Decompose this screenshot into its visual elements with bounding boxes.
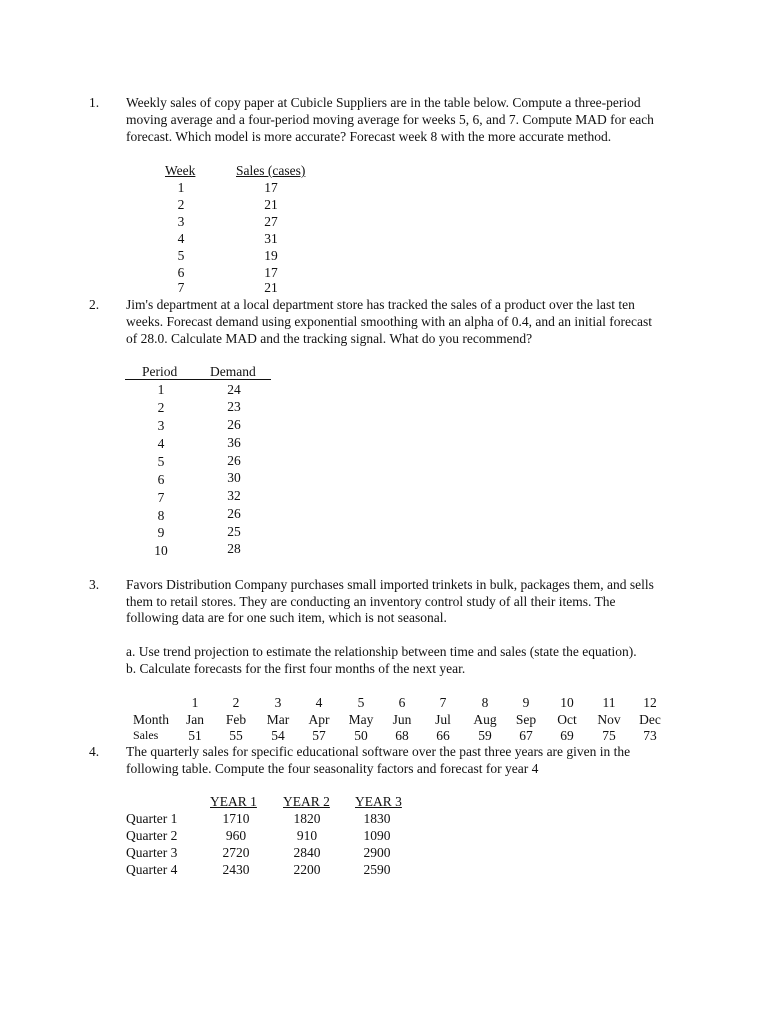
q1-sales-cell: 17 [264,265,278,280]
q3-part-a: a. Use trend projection to estimate the relationship between time and sales (state the equation). [126,644,637,659]
q4-header-year-3: YEAR 3 [355,794,402,809]
q2-period-cell: 8 [157,508,165,523]
q2-demand-cell: 24 [227,382,241,397]
q2-period-cell: 6 [157,472,165,487]
q2-period-cell: 1 [157,382,165,397]
q2-demand-cell: 26 [227,506,241,521]
q1-sales-cell: 27 [264,214,278,229]
q3-number-cell: 10 [560,695,574,710]
q4-text-line-2: following table. Compute the four seasonality factors and forecast for year 4 [126,761,539,776]
q1-sales-cell: 21 [264,280,278,295]
q3-month-cell: Nov [597,712,621,727]
q3-sales-cell: 73 [643,728,657,743]
q2-period-cell: 4 [157,436,165,451]
q2-period-cell: 7 [157,490,165,505]
q4-row-label: Quarter 3 [126,845,178,860]
q2-period-cell: 9 [157,525,165,540]
q3-sales-cell: 66 [436,728,450,743]
q1-text-line-3: forecast. Which model is more accurate? Forecast week 8 with the more accurate method. [126,129,612,144]
q3-month-cell: Jan [186,712,204,727]
q3-text-line-2: them to retail stores. They are conducting an inventory control study of all their items. The [126,594,616,609]
q1-header-sales: Sales (cases) [236,163,306,178]
q2-header-demand: Demand [210,364,256,379]
q3-month-cell: Sep [515,712,537,727]
q3-sales-cell: 51 [188,728,202,743]
q4-cell: 2900 [363,845,391,860]
q4-header-year-1: YEAR 1 [210,794,257,809]
q3-sales-cell: 50 [354,728,368,743]
q3-month-cell: Dec [639,712,661,727]
q4-cell: 1090 [363,828,391,843]
q3-number-cell: 3 [274,695,282,710]
q4-row-label: Quarter 4 [126,862,178,877]
q3-sales-cell: 55 [229,728,243,743]
q1-week-cell: 6 [177,265,185,280]
q2-header-rule [125,379,271,380]
q2-header-period: Period [142,364,178,379]
q4-cell: 2840 [293,845,321,860]
q2-demand-cell: 26 [227,453,241,468]
q3-month-cell: Feb [225,712,247,727]
q4-cell: 960 [225,828,247,843]
q2-demand-cell: 23 [227,399,241,414]
q3-number-cell: 6 [398,695,406,710]
q1-sales-cell: 21 [264,197,278,212]
q2-period-cell: 10 [154,543,168,558]
q3-sales-cell: 75 [602,728,616,743]
q3-number-cell: 7 [439,695,447,710]
q3-sales-cell: 68 [395,728,409,743]
q3-sales-cell: 67 [519,728,533,743]
q3-number-cell: 5 [357,695,365,710]
q2-demand-cell: 26 [227,417,241,432]
q3-row-label-sales: Sales [133,728,159,742]
q2-text-line-1: Jim's department at a local department store has tracked the sales of a product over the last ten [126,297,635,312]
q4-cell: 2590 [363,862,391,877]
q1-number: 1. [89,95,100,110]
q3-sales-cell: 69 [560,728,574,743]
q3-row-label-month: Month [133,712,170,727]
q2-number: 2. [89,297,100,312]
q4-row-label: Quarter 1 [126,811,178,826]
q1-text-line-2: moving average and a four-period moving average for weeks 5, 6, and 7. Compute MAD for each [126,112,654,127]
q2-demand-cell: 28 [227,541,241,556]
q3-month-cell: Jun [392,712,412,727]
q3-number-cell: 12 [643,695,657,710]
q2-period-cell: 3 [157,418,165,433]
q3-sales-cell: 59 [478,728,492,743]
q3-number-cell: 9 [522,695,530,710]
q3-number-cell: 4 [315,695,323,710]
q3-month-cell: Apr [308,712,330,727]
q1-text-line-1: Weekly sales of copy paper at Cubicle Suppliers are in the table below. Compute a three-period [126,95,641,110]
q4-cell: 2200 [293,862,321,877]
q4-cell: 2430 [222,862,250,877]
q2-period-cell: 2 [157,400,165,415]
q2-demand-cell: 25 [227,524,241,539]
q4-cell: 910 [296,828,318,843]
q4-row-label: Quarter 2 [126,828,178,843]
q2-demand-cell: 30 [227,470,241,485]
q4-cell: 1820 [293,811,321,826]
q4-text-line-1: The quarterly sales for specific educational software over the past three years are given in the [126,744,631,759]
q3-number: 3. [89,577,100,592]
q4-cell: 1830 [363,811,391,826]
q1-week-cell: 1 [177,180,185,195]
q1-week-cell: 5 [177,248,185,263]
q3-month-cell: Aug [473,712,497,727]
q3-month-cell: Oct [557,712,577,727]
q2-demand-cell: 32 [227,488,241,503]
q1-week-cell: 4 [177,231,185,246]
q3-sales-cell: 54 [271,728,285,743]
q4-cell: 1710 [222,811,250,826]
q4-cell: 2720 [222,845,250,860]
q3-month-cell: Mar [266,712,290,727]
q4-header-year-2: YEAR 2 [283,794,330,809]
q2-period-cell: 5 [157,454,165,469]
q3-month-cell: Jul [435,712,451,727]
q2-text-line-3: of 28.0. Calculate MAD and the tracking signal. What do you recommend? [126,331,533,346]
q3-number-cell: 1 [191,695,199,710]
q3-sales-cell: 57 [312,728,326,743]
q1-week-cell: 2 [177,197,185,212]
q3-part-b: b. Calculate forecasts for the first four months of the next year. [126,661,466,676]
q1-sales-cell: 19 [264,248,278,263]
q1-sales-cell: 31 [264,231,278,246]
q4-number: 4. [89,744,100,759]
q1-sales-cell: 17 [264,180,278,195]
q3-number-cell: 2 [232,695,240,710]
q2-text-line-2: weeks. Forecast demand using exponential smoothing with an alpha of 0.4, and an initial forecast [126,314,652,329]
q3-number-cell: 11 [602,695,616,710]
q2-demand-cell: 36 [227,435,241,450]
q3-month-cell: May [348,712,374,727]
q3-text-line-1: Favors Distribution Company purchases small imported trinkets in bulk, packages them, and sells [126,577,654,592]
q1-week-cell: 7 [177,280,185,295]
q1-week-cell: 3 [177,214,185,229]
q1-header-week: Week [165,163,196,178]
q3-text-line-3: following data are for one such item, which is not seasonal. [126,610,447,625]
q3-number-cell: 8 [481,695,489,710]
